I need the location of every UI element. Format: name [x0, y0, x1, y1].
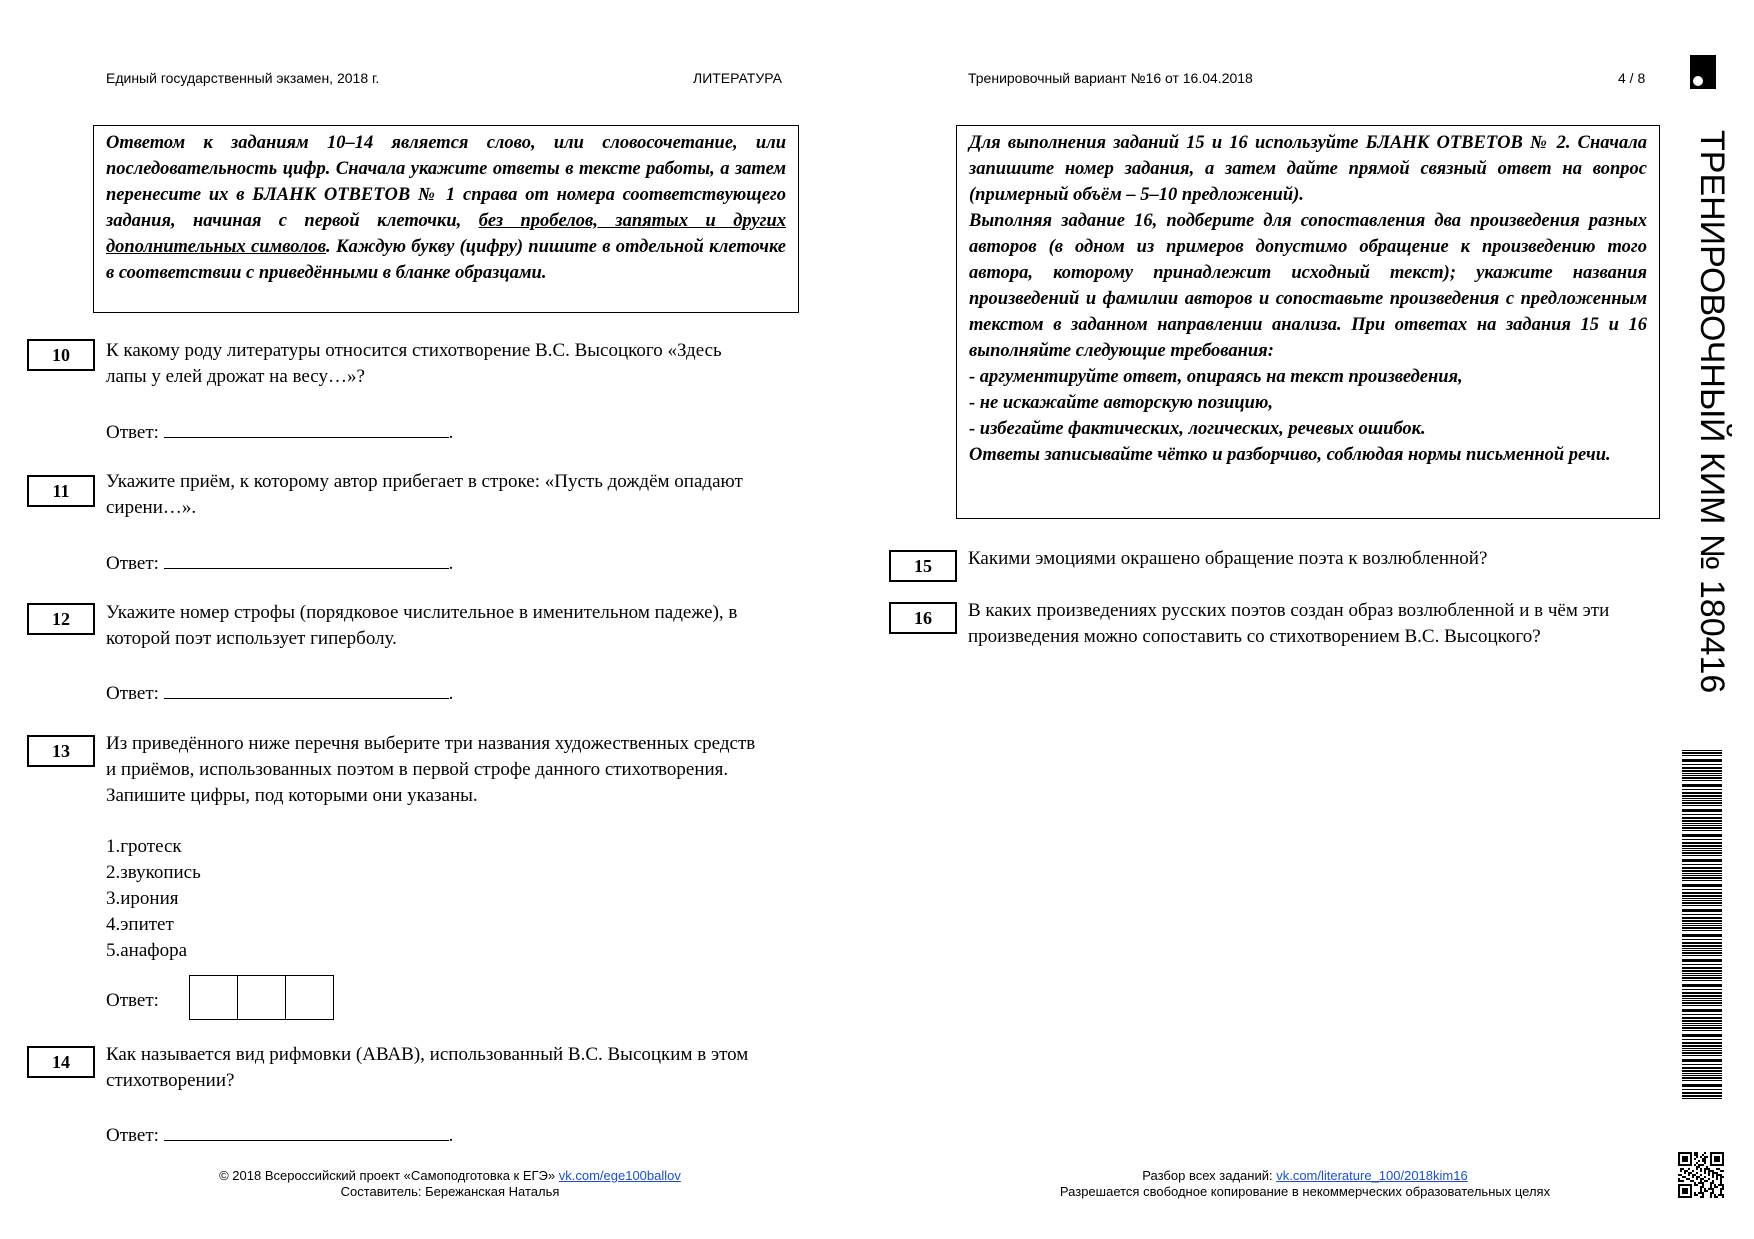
footer-analysis-label: Разбор всех заданий:	[1142, 1168, 1277, 1183]
task-12-text: Укажите номер строфы (порядковое числительное в именительном падеже), в которой поэт использует гиперболу.	[106, 602, 738, 649]
answer-label: Ответ:	[106, 683, 159, 704]
right-instruction-p2: Выполняя задание 16, подберите для сопоставления два произведения разных авторов (в одном из примеров допустимо обращение к произведению того автора, которому принадлежит исходный текст); укажите названия произведений и фамилии авторов и сопоставьте произведения с предложенным текстом в заданном направлении анализа. При ответах на задания 15 и 16 выполняйте следующие требования:	[969, 211, 1647, 361]
task-number-13: 13	[27, 735, 95, 767]
footer-left	[150, 1168, 750, 1200]
task-number-15: 15	[889, 550, 957, 582]
task-13-option: 3.ирония	[106, 888, 179, 909]
answer-dot: .	[448, 553, 454, 574]
task-13-text: Из приведённого ниже перечня выберите три названия художественных средств и приёмов, использованных поэтом в первой строфе данного стихотворения. Запишите цифры, под которыми они указаны.	[106, 733, 756, 806]
left-instruction-part2: . Каждую букву (цифру) пишите в отдельной клеточке в соответствии с приведёнными в бланке образцами.	[106, 237, 786, 283]
barcode-icon	[1682, 750, 1722, 1100]
task-13-option: 4.эпитет	[106, 914, 174, 935]
task-13-answer-label: Ответ:	[106, 990, 159, 1011]
answer-line[interactable]	[164, 1122, 449, 1141]
footer-analysis-link[interactable]: vk.com/literature_100/2018kim16	[1276, 1168, 1468, 1183]
task-14-text: Как называется вид рифмовки (АВАВ), использованный В.С. Высоцким в этом стихотворении?	[106, 1044, 749, 1091]
answer-dot: .	[448, 422, 454, 443]
task-14-answer	[106, 1122, 453, 1147]
answer-dot: .	[448, 1125, 454, 1146]
footer-copyright: © 2018 Всероссийский проект «Самоподготовка к ЕГЭ»	[219, 1168, 559, 1183]
header-exam-title: Единый государственный экзамен, 2018 г.	[106, 70, 380, 86]
right-instruction-bullet: - аргументируйте ответ, опираясь на текст произведения,	[969, 367, 1463, 387]
right-instruction-p1: Для выполнения заданий 15 и 16 используйте БЛАНК ОТВЕТОВ № 2. Сначала запишите номер задания, а затем дайте прямой связный ответ на вопрос (примерный объём – 5–10 предложений).	[969, 133, 1647, 205]
answer-line[interactable]	[164, 419, 449, 438]
side-title: ТРЕНИРОВОЧНЫЙ КИМ № 180416	[1693, 130, 1731, 694]
footer-license: Разрешается свободное копирование в некоммерческих образовательных целях	[1059, 1184, 1551, 1199]
task-13-answer-cells	[190, 975, 334, 1020]
answer-label: Ответ:	[106, 1125, 159, 1146]
task-13-option: 2.звукопись	[106, 862, 201, 883]
right-instruction-bullet: - избегайте фактических, логических, речевых ошибок.	[969, 419, 1426, 439]
task-number-11: 11	[27, 475, 95, 507]
footer-author: Составитель: Бережанская Наталья	[340, 1184, 560, 1199]
left-instruction-part1: Ответом к заданиям 10–14 является слово, или словосочетание, или последовательность цифр. Сначала укажите ответы в тексте работы, а затем перенесите их в БЛАНК ОТВЕТОВ № 1 справа от номера соответствующего задания, начиная с первой клеточки,	[106, 133, 786, 231]
answer-label: Ответ:	[106, 553, 159, 574]
task-number-14: 14	[27, 1046, 95, 1078]
right-instruction-p3: Ответы записывайте чётко и разборчиво, соблюдая нормы письменной речи.	[969, 445, 1611, 465]
task-number-16: 16	[889, 602, 957, 634]
answer-cell[interactable]	[285, 975, 334, 1020]
task-number-12: 12	[27, 603, 95, 635]
left-instruction-underlined: без пробелов, запятых и других дополнительных символов	[106, 211, 786, 257]
qr-code-icon	[1678, 1152, 1724, 1198]
footer-right	[1000, 1168, 1610, 1200]
task-number-10: 10	[27, 339, 95, 371]
answer-dot: .	[448, 683, 454, 704]
task-12-answer	[106, 680, 453, 705]
left-instruction-box	[93, 125, 799, 313]
task-16-text: В каких произведениях русских поэтов создан образ возлюбленной и в чём эти произведения можно сопоставить со стихотворением В.С. Высоцкого?	[968, 600, 1610, 647]
header-subject: ЛИТЕРАТУРА	[693, 70, 782, 86]
right-instruction-box	[956, 125, 1660, 519]
task-11-answer	[106, 550, 453, 575]
task-15-text: Какими эмоциями окрашено обращение поэта к возлюбленной?	[968, 548, 1488, 569]
right-instruction-bullet: - не искажайте авторскую позицию,	[969, 393, 1274, 413]
answer-line[interactable]	[164, 550, 449, 569]
task-10-answer	[106, 419, 453, 444]
task-13-option: 5.анафора	[106, 940, 188, 961]
logo-icon	[1690, 55, 1716, 89]
answer-label: Ответ:	[106, 422, 159, 443]
header-page-number: 4 / 8	[1618, 70, 1646, 86]
task-11-text: Укажите приём, к которому автор прибегает в строке: «Пусть дождём опадают сирени…».	[106, 471, 743, 518]
answer-cell[interactable]	[237, 975, 286, 1020]
answer-cell[interactable]	[189, 975, 238, 1020]
task-13-option: 1.гротеск	[106, 836, 182, 857]
header-variant: Тренировочный вариант №16 от 16.04.2018	[968, 70, 1253, 86]
answer-line[interactable]	[164, 680, 449, 699]
task-10-text: К какому роду литературы относится стихотворение В.С. Высоцкого «Здесь лапы у елей дрожат на весу…»?	[106, 340, 722, 387]
footer-vk-link[interactable]: vk.com/ege100ballov	[558, 1168, 681, 1183]
